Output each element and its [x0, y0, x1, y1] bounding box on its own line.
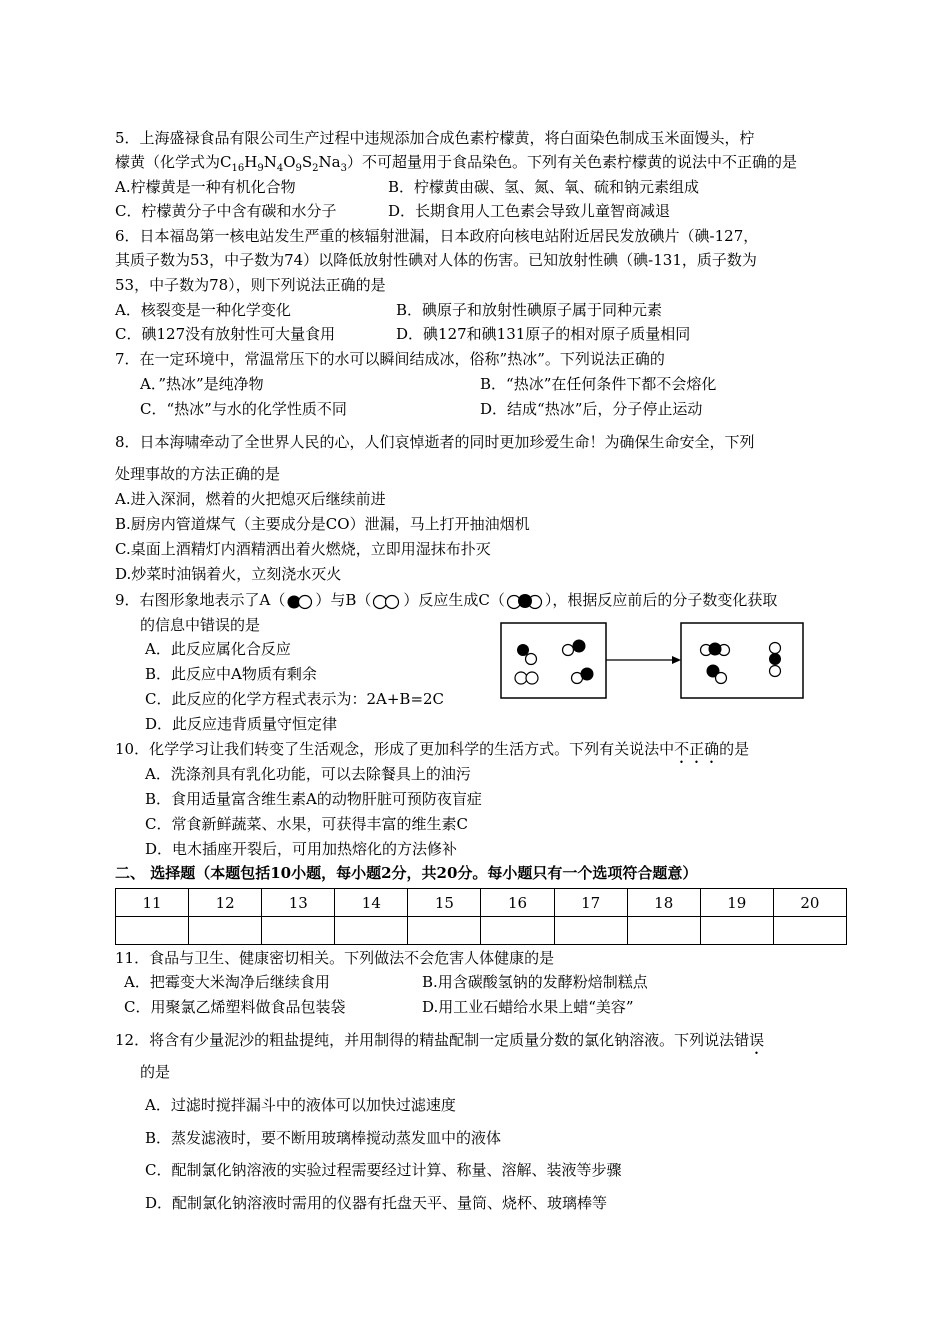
q8-option-b: B.厨房内管道煤气（主要成分是CO）泄漏，马上打开抽油烟机	[115, 515, 530, 533]
question-number: 16	[481, 889, 554, 917]
q7-option-b: B．“热冰”在任何条件下都不会熔化	[480, 375, 717, 393]
answer-cell[interactable]	[408, 917, 481, 945]
section-title: 二、 选择题（本题包括10小题，每小题2分，共20分。每小题只有一个选项符合题意）	[115, 864, 698, 882]
q10-option-c: C．常食新鲜蔬菜、水果，可获得丰富的维生素C	[145, 815, 468, 833]
q12-option-c: C．配制氯化钠溶液的实验过程需要经过计算、称量、溶解、装液等步骤	[145, 1161, 622, 1179]
q11-option-a: A．把霉变大米淘净后继续食用	[124, 973, 330, 991]
q12-option-b: B．蒸发滤液时，要不断用玻璃棒搅动蒸发皿中的液体	[145, 1129, 502, 1147]
q8-option-a: A.进入深洞，燃着的火把熄灭后继续前进	[115, 490, 386, 508]
q9-text-4: ），根据反应前后的分子数变化获取	[544, 591, 778, 609]
q5-line2-pre: 檬黄（化学式为C	[115, 153, 232, 171]
formula-sub: 2	[312, 163, 319, 174]
formula-element: H	[244, 153, 258, 171]
q11-option-d: D.用工业石蜡给水果上蜡“美容”	[422, 998, 634, 1016]
question-number: 14	[335, 889, 408, 917]
molecule-c-icon	[505, 592, 545, 610]
q12-stem-pre: 12．将含有少量泥沙的粗盐提纯，并用制得的精盐配制一定质量分数的氯化钠溶液。下列说法错	[115, 1031, 750, 1049]
q6-stem-line1: 6．日本福岛第一核电站发生严重的核辐射泄漏，日本政府向核电站附近居民发放碘片（碘-127，	[115, 227, 759, 245]
q9-option-c: C．此反应的化学方程式表示为：2A+B=2C	[145, 690, 445, 708]
formula-sub: 9	[295, 163, 302, 174]
reaction-diagram	[500, 622, 805, 700]
q5-stem-line2	[115, 152, 797, 179]
q7-option-d: D．结成“热冰”后，分子停止运动	[480, 400, 703, 418]
question-number: 19	[700, 889, 773, 917]
arrow-head	[672, 656, 681, 664]
molecule-c	[769, 643, 781, 677]
question-number: 20	[773, 889, 846, 917]
q9-option-d: D．此反应违背质量守恒定律	[145, 715, 338, 733]
q5-option-b: B．柠檬黄由碳、氢、氮、氧、硫和钠元素组成	[388, 178, 700, 196]
answer-cell[interactable]	[773, 917, 846, 945]
q5-option-a: A.柠檬黄是一种有机化合物	[115, 178, 296, 196]
q12-stem-line1	[115, 1030, 764, 1058]
answer-cell[interactable]	[554, 917, 627, 945]
q6-option-d: D．碘127和碘131原子的相对原子质量相同	[396, 325, 691, 343]
q6-option-a: A．核裂变是一种化学变化	[115, 301, 291, 319]
q7-stem: 7．在一定环境中，常温常压下的水可以瞬间结成冰，俗称”热冰”。下列说法正确的	[115, 350, 665, 368]
q11-option-c: C．用聚氯乙烯塑料做食品包装袋	[124, 998, 346, 1016]
question-number: 12	[189, 889, 262, 917]
q8-option-c: C.桌面上酒精灯内酒精洒出着火燃烧，立即用湿抹布扑灭	[115, 540, 491, 558]
formula-element: S	[301, 153, 313, 171]
molecule-b-icon	[371, 592, 403, 610]
q9-text-1: 9．右图形象地表示了A（	[115, 591, 286, 609]
q12-option-a: A．过滤时搅拌漏斗中的液体可以加快过滤速度	[145, 1096, 456, 1114]
formula-sub: 3	[340, 163, 347, 174]
q6-option-b: B．碘原子和放射性碘原子属于同种元素	[396, 301, 663, 319]
q7-option-a: A．”热冰”是纯净物	[140, 375, 264, 393]
q10-stem-emphasis: 不正确	[674, 740, 720, 758]
question-number: 15	[408, 889, 481, 917]
q5-option-d: D．长期食用人工色素会导致儿童智商减退	[388, 202, 671, 220]
q9-stem-line1	[115, 590, 777, 610]
answer-table-header	[116, 889, 847, 917]
question-number: 11	[116, 889, 189, 917]
q8-option-d: D.炒菜时油锅着火，立刻浇水灭火	[115, 565, 342, 583]
q11-option-b: B.用含碳酸氢钠的发酵粉焙制糕点	[422, 973, 648, 991]
q6-option-c: C．碘127没有放射性可大量食用	[115, 325, 336, 343]
formula-sub: 16	[231, 163, 245, 174]
answer-cell[interactable]	[189, 917, 262, 945]
question-number: 13	[262, 889, 335, 917]
molecule-a-icon	[285, 592, 315, 610]
answer-cell[interactable]	[627, 917, 700, 945]
q10-stem-pre: 10．化学学习让我们转变了生活观念，形成了更加科学的生活方式。下列有关说法中	[115, 740, 675, 758]
q6-stem-line3: 53，中子数为78），则下列说法正确的是	[115, 276, 386, 294]
q9-option-a: A．此反应属化合反应	[145, 640, 291, 658]
q12-stem-emphasis: 误	[749, 1031, 765, 1049]
question-number: 18	[627, 889, 700, 917]
q10-stem	[115, 739, 749, 767]
q8-stem-line2: 处理事故的方法正确的是	[115, 465, 281, 483]
q9-text-3: ）反应生成C（	[403, 591, 505, 609]
q5-stem-line1: 5．上海盛禄食品有限公司生产过程中违规添加合成色素柠檬黄，将白面染色制成玉米面馒头，柠	[115, 129, 755, 147]
answer-cell[interactable]	[262, 917, 335, 945]
answer-cell[interactable]	[481, 917, 554, 945]
q12-option-d: D．配制氯化钠溶液时需用的仪器有托盘天平、量筒、烧杯、玻璃棒等	[145, 1194, 608, 1212]
answer-table	[115, 888, 847, 945]
q9-stem-line2: 的信息中错误的是	[140, 616, 261, 634]
answer-table-blank-row	[116, 917, 847, 945]
answer-cell[interactable]	[335, 917, 408, 945]
answer-cell[interactable]	[700, 917, 773, 945]
q11-stem: 11．食品与卫生、健康密切相关。下列做法不会危害人体健康的是	[115, 949, 555, 967]
q5-line2-post: ）不可超量用于食品染色。下列有关色素柠檬黄的说法中不正确的是	[346, 153, 797, 171]
q10-stem-post: 的是	[719, 740, 750, 758]
q7-option-c: C．“热冰”与水的化学性质不同	[140, 400, 347, 418]
formula-sub: 9	[257, 163, 264, 174]
before-box	[501, 623, 606, 698]
q5-option-c: C．柠檬黄分子中含有碳和水分子	[115, 202, 337, 220]
q10-option-b: B．食用适量富含维生素A的动物肝脏可预防夜盲症	[145, 790, 482, 808]
q9-option-b: B．此反应中A物质有剩余	[145, 665, 317, 683]
q12-stem-line2: 的是	[140, 1063, 171, 1081]
q6-stem-line2: 其质子数为53，中子数为74）以降低放射性碘对人体的伤害。已知放射性碘（碘-131，质子数为	[115, 251, 757, 269]
q9-text-2: ）与B（	[315, 591, 372, 609]
formula-sub: 4	[276, 163, 284, 174]
formula-element: O	[283, 153, 296, 171]
answer-cell[interactable]	[116, 917, 189, 945]
q8-stem-line1: 8．日本海啸牵动了全世界人民的心，人们哀悼逝者的同时更加珍爱生命！为确保生命安全，下列	[115, 433, 755, 451]
formula-element: N	[263, 153, 277, 171]
after-box	[681, 623, 803, 698]
q10-option-d: D．电木插座开裂后，可用加热熔化的方法修补	[145, 840, 458, 858]
formula-element: Na	[318, 153, 341, 171]
molecule-c	[701, 643, 730, 656]
question-number: 17	[554, 889, 627, 917]
q10-option-a: A．洗涤剂具有乳化功能，可以去除餐具上的油污	[145, 765, 471, 783]
